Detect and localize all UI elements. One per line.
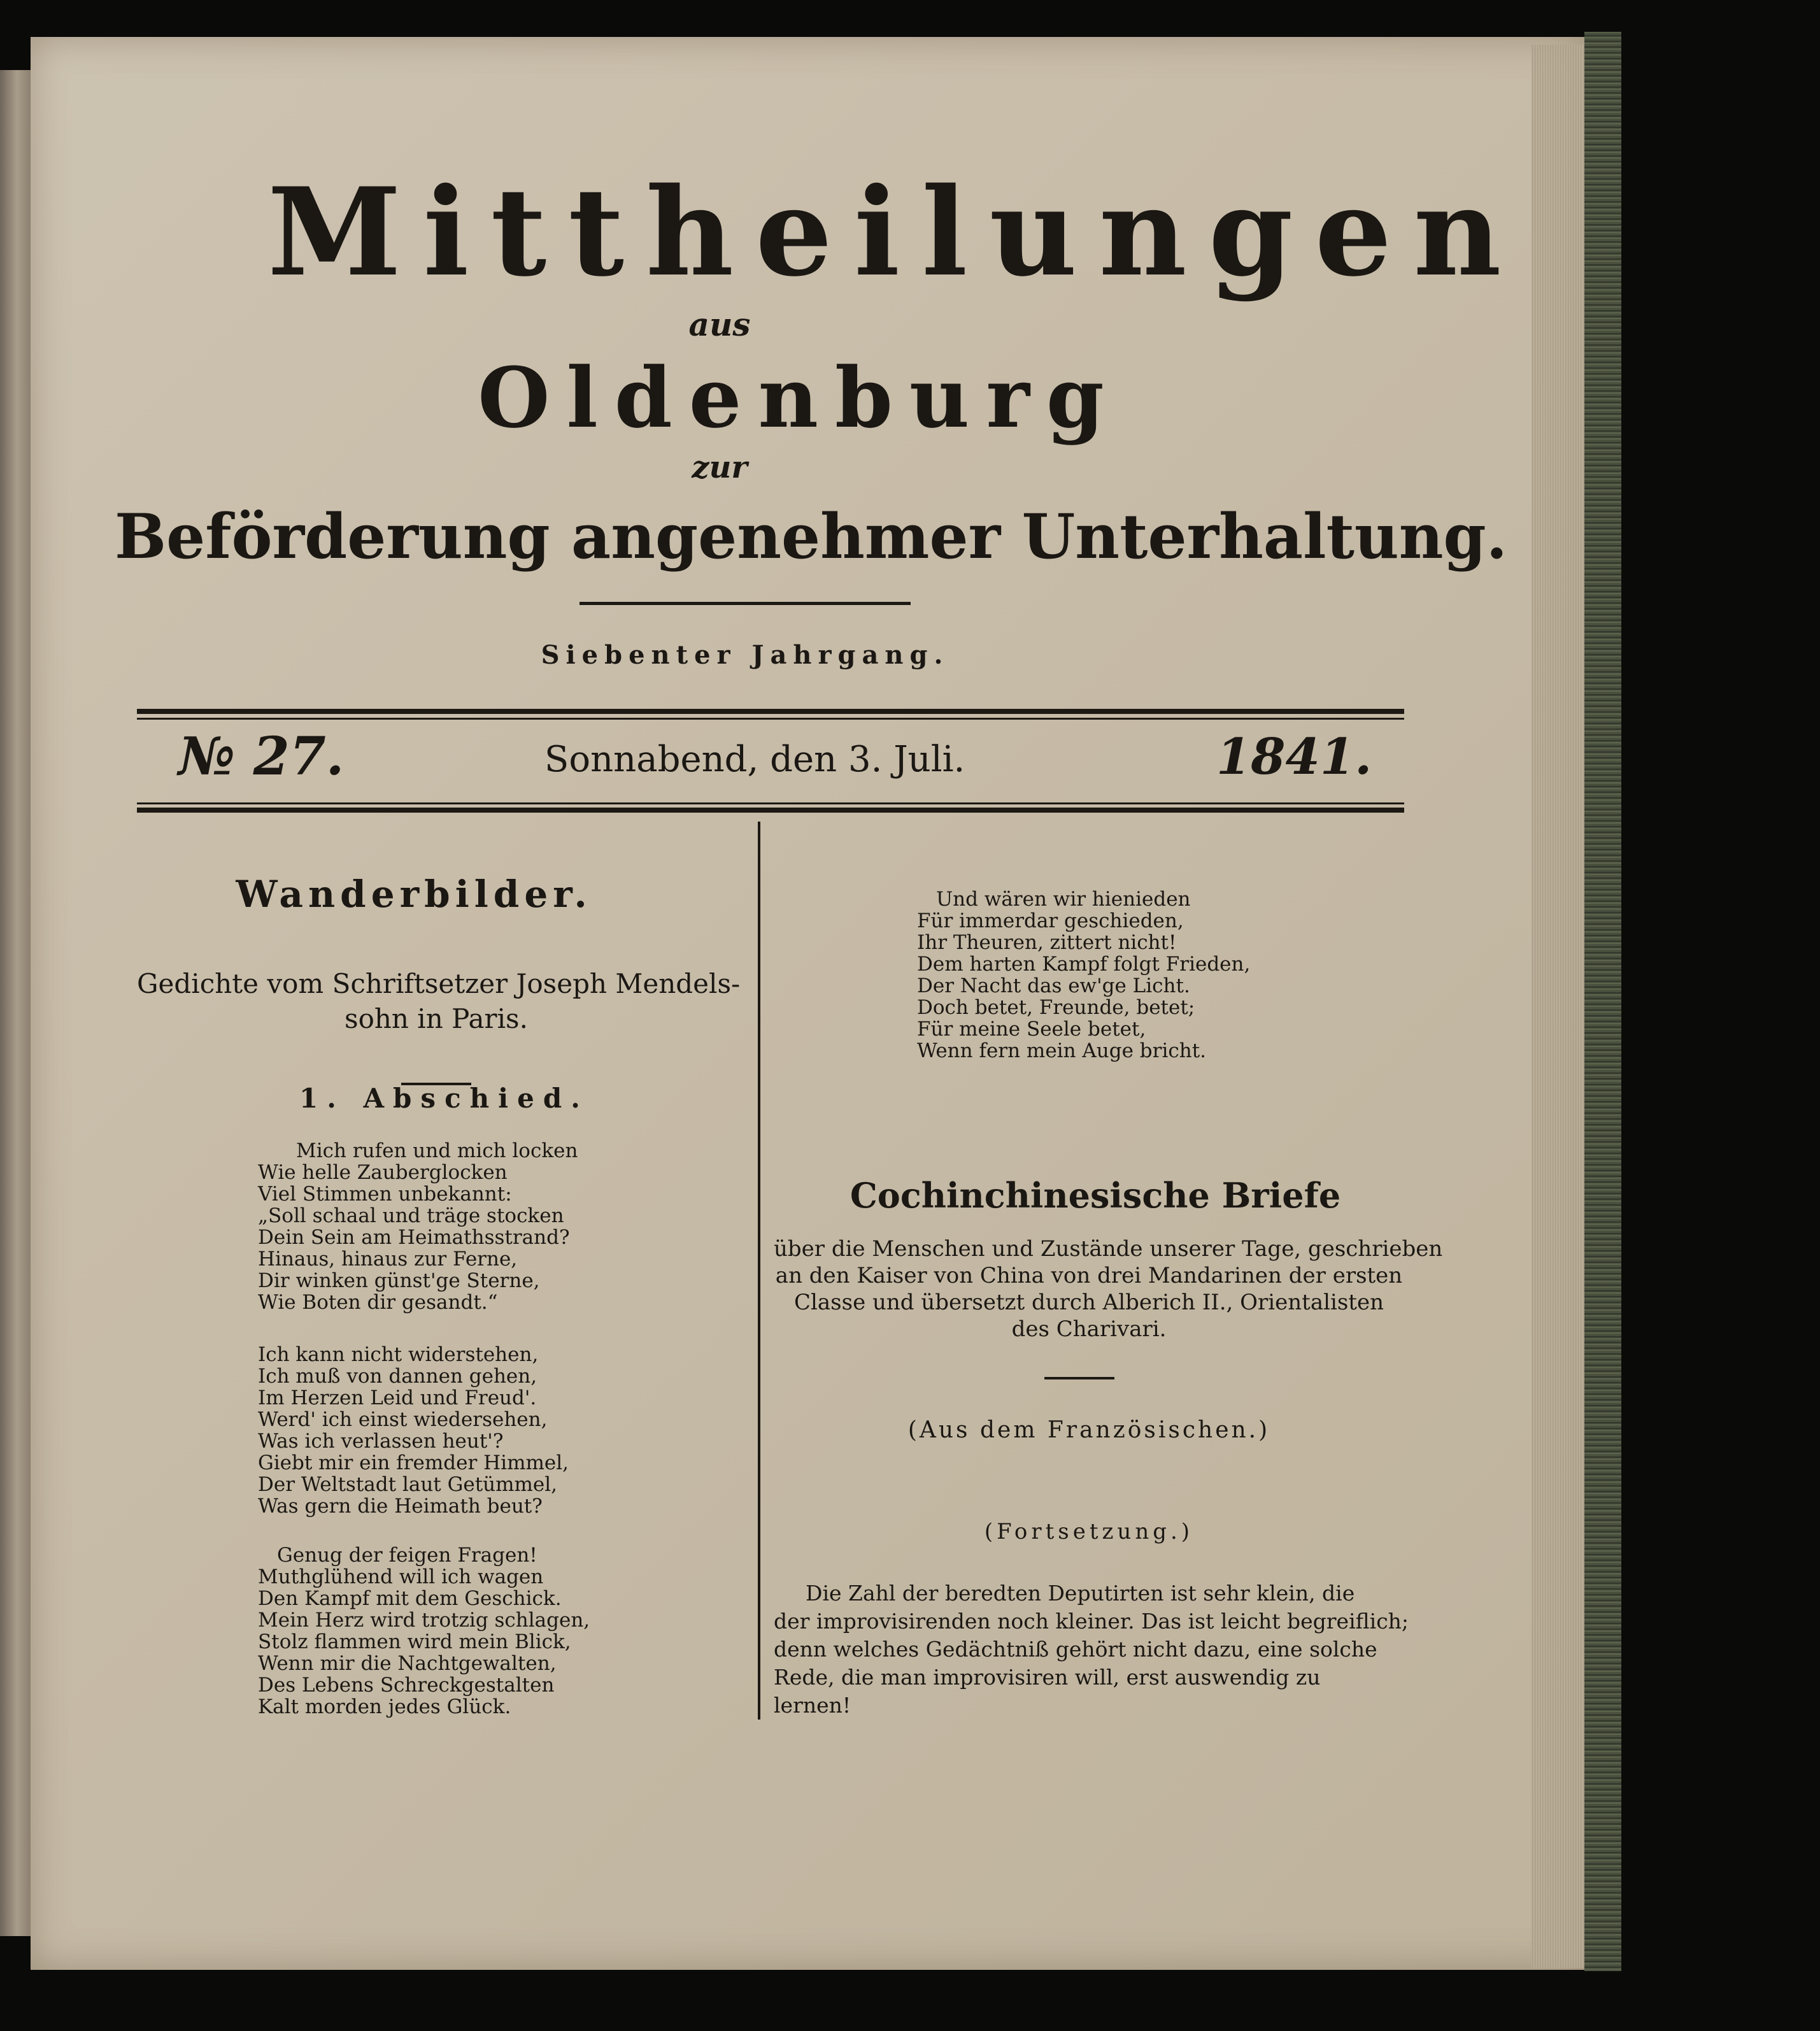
poem-line: Ihr Theuren, zittert nicht! bbox=[917, 931, 1177, 954]
poem-stanza-1 bbox=[258, 1140, 578, 1313]
poem-line: Für immerdar geschieden, bbox=[917, 909, 1184, 932]
body-line: der improvisirenden noch kleiner. Das ist leicht begreiflich; bbox=[774, 1609, 1409, 1634]
masthead-title-line1: Mittheilungen bbox=[267, 161, 1523, 303]
issue-year: 1841. bbox=[1216, 728, 1372, 786]
poem-line: Und wären wir hienieden bbox=[936, 888, 1191, 911]
body-line: Die Zahl der beredten Deputirten ist sehr klein, die bbox=[806, 1581, 1355, 1606]
poem-line: Der Weltstadt laut Getümmel, bbox=[258, 1473, 558, 1496]
poem-line: Mich rufen und mich locken bbox=[296, 1139, 578, 1162]
poem-line: Für meine Seele betet, bbox=[917, 1018, 1146, 1041]
issue-rule-bottom bbox=[137, 808, 1404, 813]
subtitle-line: an den Kaiser von China von drei Mandarinen der ersten bbox=[775, 1263, 1403, 1288]
poem-line: Stolz flammen wird mein Blick, bbox=[258, 1630, 571, 1653]
poem-line: Dein Sein am Heimathsstrand? bbox=[258, 1226, 570, 1249]
left-subtitle-line1: Gedichte vom Schriftsetzer Joseph Mendels- bbox=[137, 968, 741, 999]
volume-label: Siebenter Jahrgang. bbox=[541, 640, 949, 670]
issue-date: Sonnabend, den 3. Juli. bbox=[544, 739, 965, 780]
issue-rule-bottom-thin bbox=[137, 802, 1404, 804]
subtitle-line: über die Menschen und Zustände unserer Tage, geschrieben bbox=[774, 1236, 1443, 1262]
poem-line: Muthglühend will ich wagen bbox=[258, 1565, 544, 1588]
poem-line: Im Herzen Leid und Freud'. bbox=[258, 1386, 537, 1409]
masthead-title-line2: Oldenburg bbox=[478, 349, 1121, 446]
poem-line: Viel Stimmen unbekannt: bbox=[258, 1183, 512, 1206]
body-line: lernen! bbox=[774, 1693, 851, 1718]
poem-line: Was gern die Heimath beut? bbox=[258, 1495, 543, 1518]
body-line: Rede, die man improvisiren will, erst auswendig zu bbox=[774, 1665, 1321, 1690]
right-heading: Cochinchinesische Briefe bbox=[850, 1175, 1341, 1216]
right-subtitle bbox=[774, 1236, 1443, 1343]
book-spine bbox=[1584, 32, 1621, 1971]
poem-line: Werd' ich einst wiedersehen, bbox=[258, 1408, 548, 1431]
poem-line: Was ich verlassen heut'? bbox=[258, 1430, 504, 1453]
right-short-rule bbox=[1044, 1377, 1114, 1379]
poem-line: Kalt morden jedes Glück. bbox=[258, 1695, 511, 1718]
issue-number: № 27. bbox=[178, 726, 345, 787]
poem-line: Giebt mir ein fremder Himmel, bbox=[258, 1451, 569, 1474]
subtitle-line: Classe und übersetzt durch Alberich II., Orientalisten bbox=[794, 1290, 1384, 1315]
poem-stanza-4 bbox=[917, 888, 1250, 1062]
section-title: 1. Abschied. bbox=[299, 1083, 589, 1114]
poem-line: Wenn mir die Nachtgewalten, bbox=[258, 1652, 557, 1675]
left-heading: Wanderbilder. bbox=[236, 873, 592, 916]
left-page-edge bbox=[0, 70, 31, 1936]
poem-line: Doch betet, Freunde, betet; bbox=[917, 996, 1195, 1019]
continuation-note: (Fortsetzung.) bbox=[984, 1519, 1194, 1544]
article-body bbox=[774, 1579, 1409, 1720]
poem-stanza-2 bbox=[258, 1344, 569, 1517]
poem-stanza-3 bbox=[258, 1544, 590, 1718]
subtitle-line: des Charivari. bbox=[1011, 1316, 1167, 1342]
poem-line: Wenn fern mein Auge bricht. bbox=[917, 1039, 1207, 1062]
page-stack-edge bbox=[1532, 45, 1586, 1968]
poem-line: Genug der feigen Fragen! bbox=[277, 1544, 537, 1567]
issue-rule-top bbox=[137, 709, 1404, 714]
poem-line: Der Nacht das ew'ge Licht. bbox=[917, 974, 1190, 997]
poem-line: Des Lebens Schreckgestalten bbox=[258, 1674, 555, 1697]
poem-line: „Soll schaal und träge stocken bbox=[258, 1204, 564, 1227]
column-divider bbox=[758, 822, 760, 1720]
body-line: denn welches Gedächtniß gehört nicht dazu, eine solche bbox=[774, 1637, 1377, 1662]
poem-line: Ich kann nicht widerstehen, bbox=[258, 1343, 539, 1366]
masthead-title-line3: Beförderung angenehmer Unterhaltung. bbox=[115, 501, 1508, 573]
poem-line: Ich muß von dannen gehen, bbox=[258, 1365, 537, 1388]
poem-line: Wie helle Zauberglocken bbox=[258, 1161, 508, 1184]
issue-rule-top-thin bbox=[137, 718, 1404, 720]
poem-line: Den Kampf mit dem Geschick. bbox=[258, 1587, 562, 1610]
masthead-word-zur: zur bbox=[692, 450, 748, 485]
poem-line: Dir winken günst'ge Sterne, bbox=[258, 1269, 540, 1292]
poem-line: Dem harten Kampf folgt Frieden, bbox=[917, 953, 1251, 976]
poem-line: Hinaus, hinaus zur Ferne, bbox=[258, 1248, 518, 1271]
left-subtitle-line2: sohn in Paris. bbox=[345, 1003, 528, 1034]
masthead-divider bbox=[579, 602, 911, 605]
poem-line: Wie Boten dir gesandt.“ bbox=[258, 1291, 498, 1314]
translation-note: (Aus dem Französischen.) bbox=[907, 1417, 1270, 1443]
poem-line: Mein Herz wird trotzig schlagen, bbox=[258, 1609, 590, 1632]
masthead-word-aus: aus bbox=[688, 306, 751, 343]
